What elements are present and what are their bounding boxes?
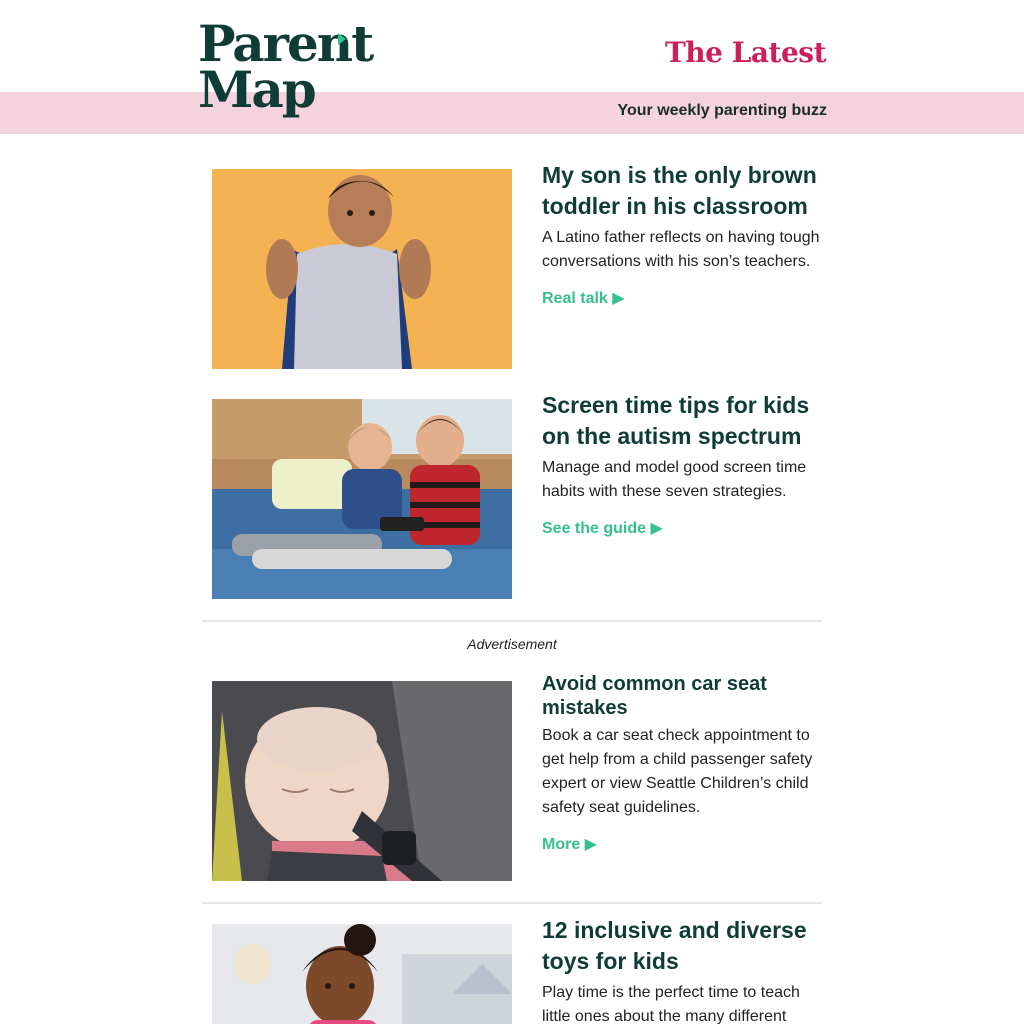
- article-headline[interactable]: Screen time tips for kids on the autism spectrum: [542, 392, 810, 449]
- article-image-toddler[interactable]: [212, 169, 512, 369]
- ad-text: [542, 672, 826, 854]
- article-text: [542, 390, 826, 538]
- tagline-band: [0, 92, 1024, 134]
- article-text: [542, 915, 826, 1024]
- ad-headline[interactable]: Avoid common car seat mistakes: [542, 673, 767, 719]
- advertisement-label: Advertisement: [467, 636, 557, 652]
- section-title: The Latest: [664, 36, 826, 69]
- divider: [202, 902, 822, 904]
- divider: [202, 620, 822, 622]
- article-image-girl-toys[interactable]: [212, 924, 512, 1024]
- article-headline[interactable]: 12 inclusive and diverse toys for kids: [542, 917, 807, 974]
- logo-triangle-icon: [338, 33, 346, 45]
- see-the-guide-link[interactable]: See the guide ▶: [542, 520, 663, 537]
- article-headline[interactable]: My son is the only brown toddler in his classroom: [542, 162, 817, 219]
- logo-word-parent: Parent: [198, 14, 373, 73]
- more-link[interactable]: More ▶: [542, 836, 597, 853]
- article-summary: A Latino father reflects on having tough conversations with his son’s teachers.: [542, 229, 820, 270]
- article-image-kids-tablet[interactable]: [212, 399, 512, 599]
- logo-word-map: Map: [198, 60, 315, 119]
- article-summary: Play time is the perfect time to teach little ones about the many different: [542, 984, 800, 1024]
- article-text: [542, 160, 826, 308]
- parentmap-logo[interactable]: [198, 14, 373, 122]
- ad-summary: Book a car seat check appointment to get help from a child passenger safety expert or view Seattle Children’s child safety seat guidelines.: [542, 727, 813, 816]
- article-summary: Manage and model good screen time habits with these seven strategies.: [542, 459, 807, 500]
- real-talk-link[interactable]: Real talk ▶: [542, 290, 625, 307]
- tagline: Your weekly parenting buzz: [617, 102, 827, 119]
- ad-image-baby-car-seat[interactable]: [212, 681, 512, 881]
